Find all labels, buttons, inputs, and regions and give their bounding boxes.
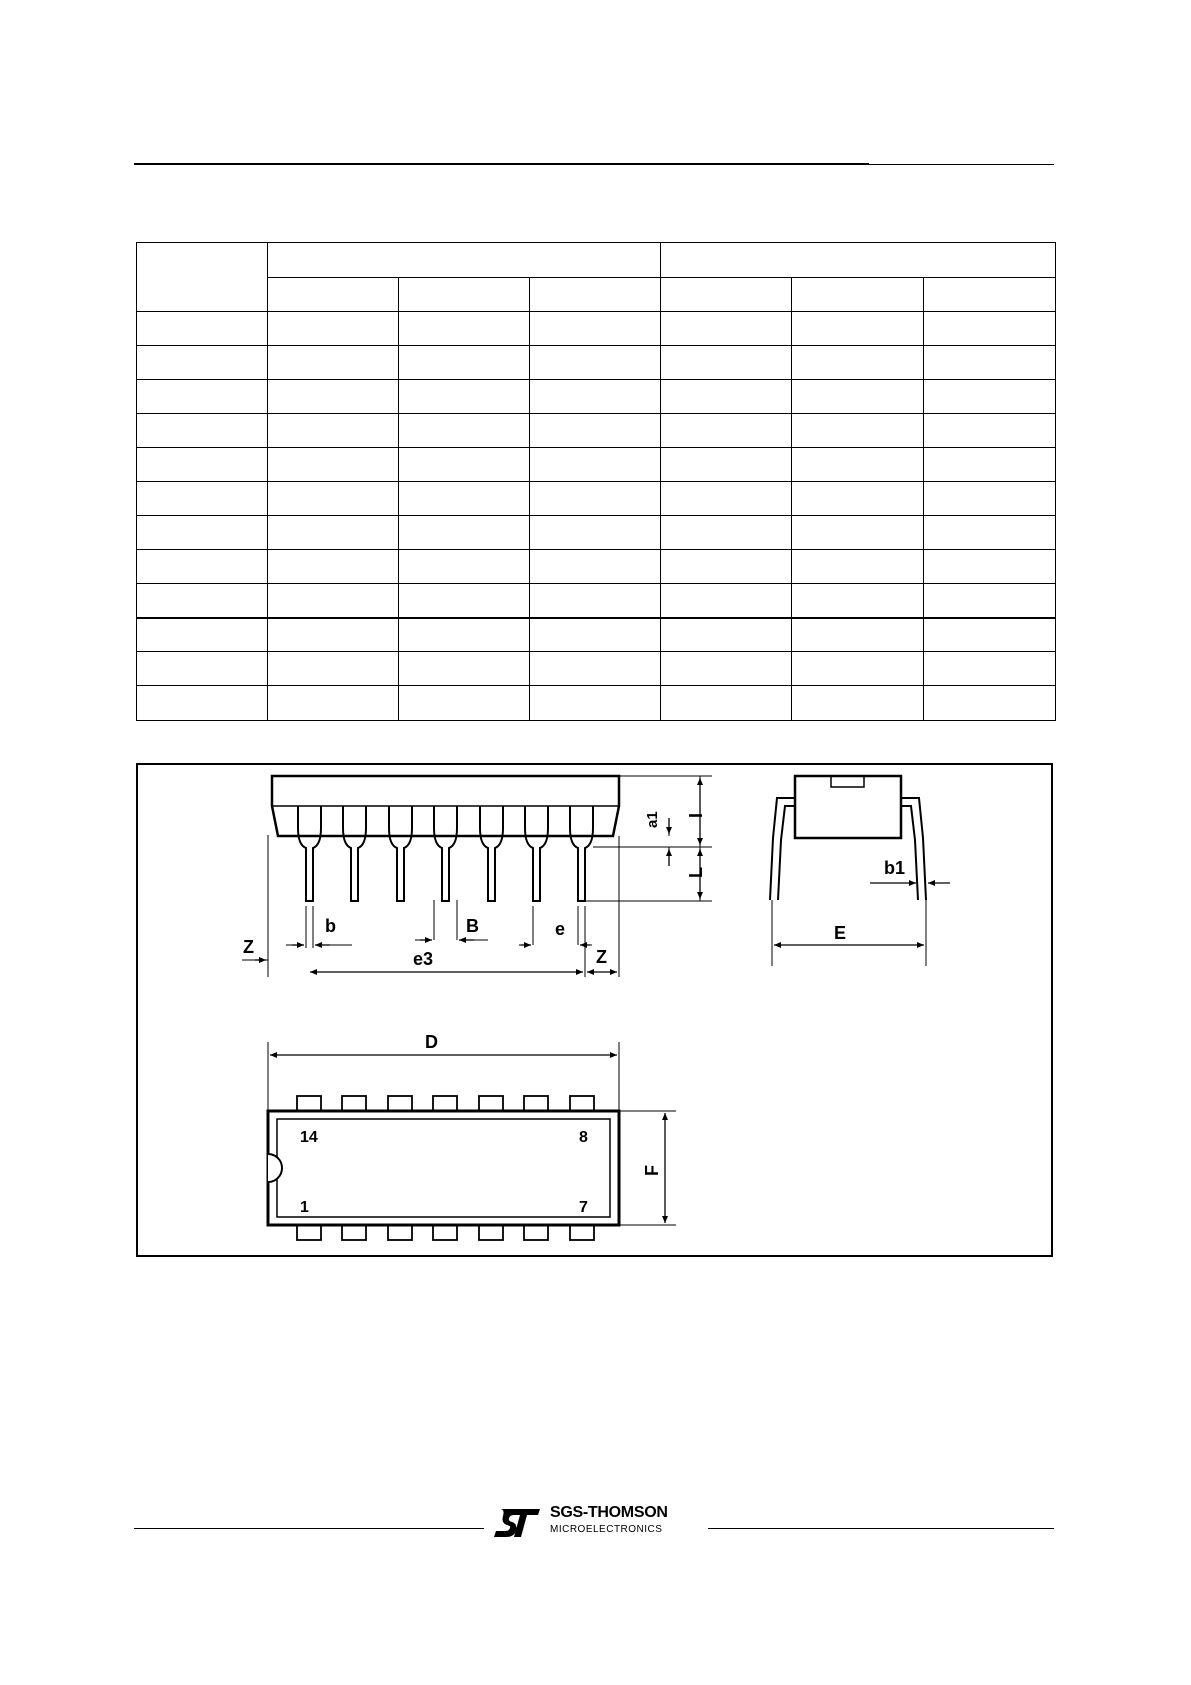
- label-Z-left: Z: [243, 937, 254, 957]
- label-L: L: [686, 867, 706, 878]
- label-D: D: [425, 1032, 438, 1052]
- label-Z-right: Z: [596, 947, 607, 967]
- top-view: [268, 1042, 676, 1240]
- label-e3: e3: [413, 949, 434, 969]
- label-F: F: [642, 1165, 662, 1176]
- label-a1: a1: [644, 811, 661, 828]
- pin-label-14: 14: [300, 1129, 318, 1146]
- st-logo-icon: [494, 1507, 542, 1539]
- footer-rule-left: [134, 1528, 484, 1529]
- pin-label-7: 7: [579, 1199, 588, 1216]
- label-B: B: [466, 916, 479, 936]
- pin-label-8: 8: [579, 1129, 588, 1146]
- logo-name: SGS-THOMSON: [550, 1504, 668, 1521]
- front-view: [272, 776, 619, 901]
- label-b1: b1: [884, 858, 906, 878]
- label-I: I: [686, 812, 706, 818]
- label-E: E: [834, 923, 847, 943]
- pin-label-1: 1: [300, 1199, 309, 1216]
- footer-rule-right: [708, 1528, 1054, 1529]
- company-logo: [494, 1503, 694, 1543]
- logo-subtext: MICROELECTRONICS: [550, 1524, 663, 1535]
- label-e: e: [555, 919, 566, 939]
- label-b: b: [325, 916, 336, 936]
- side-view: [770, 776, 950, 966]
